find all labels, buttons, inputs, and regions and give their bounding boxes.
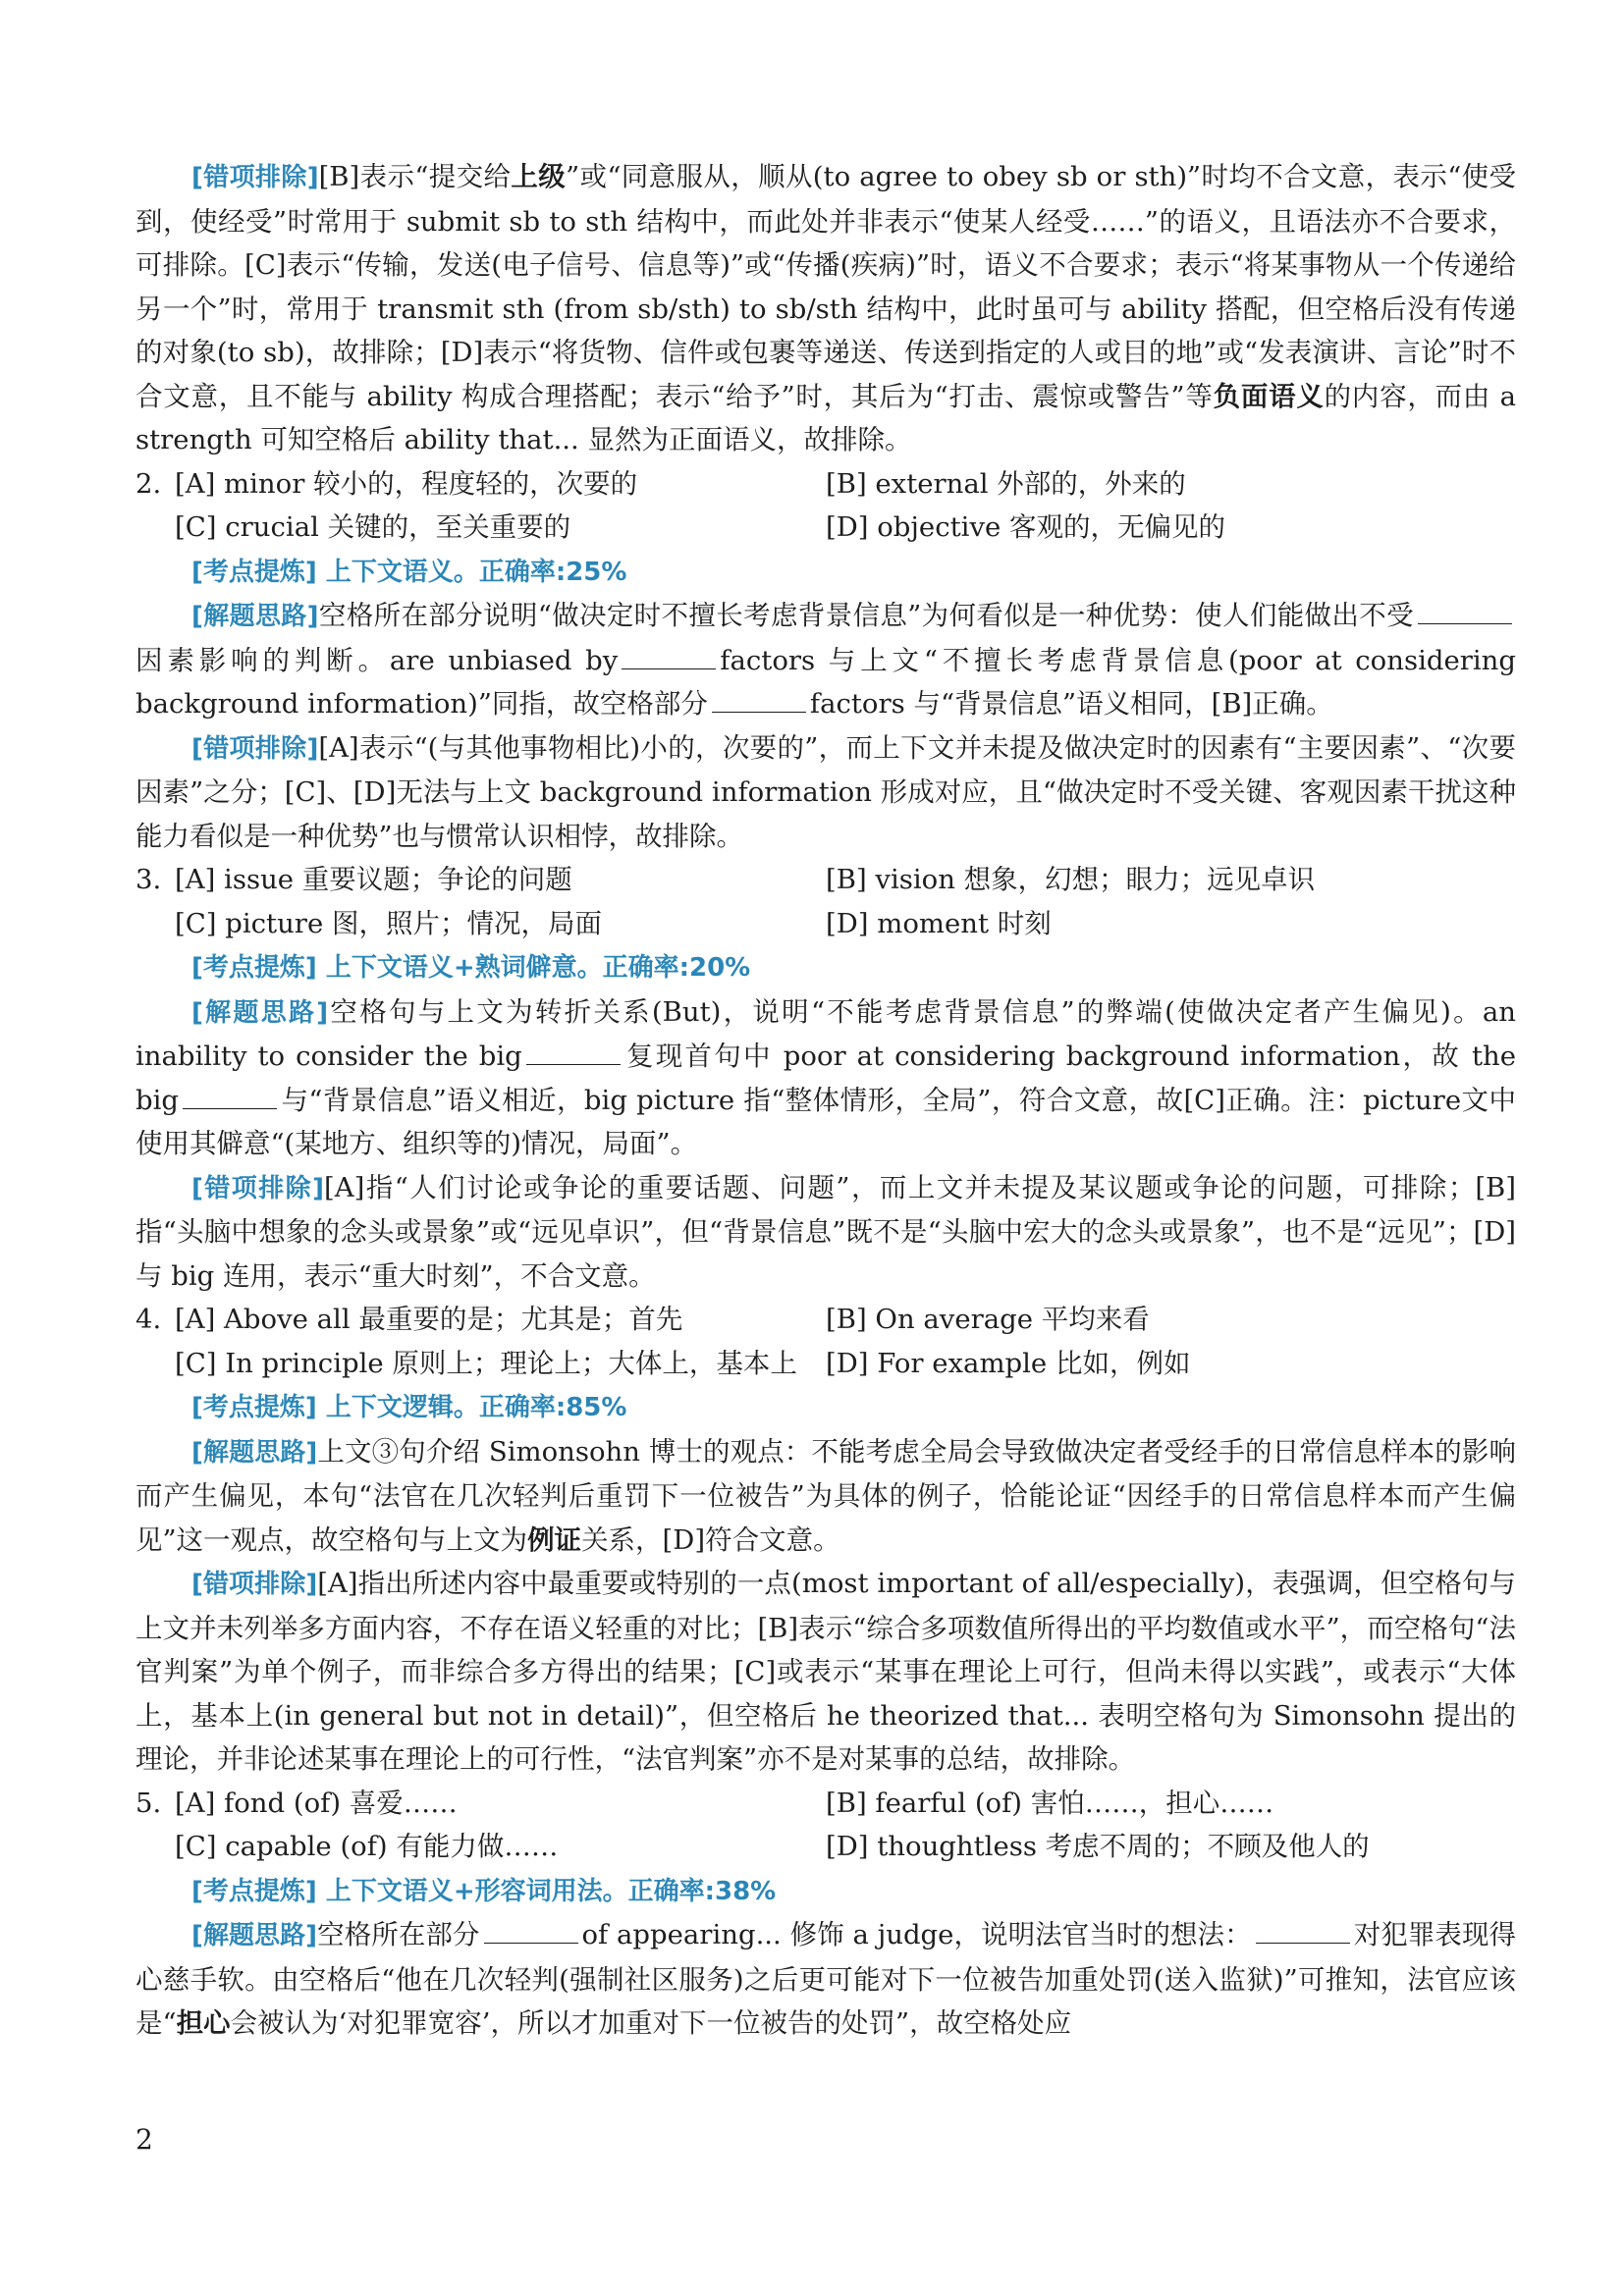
option-item (135, 858, 826, 902)
option-text: [B] On average 平均来看 (826, 1304, 1150, 1335)
option-item (826, 1825, 1516, 1869)
question-number: 2. (135, 467, 162, 500)
option-text: [A] Above all 最重要的是；尤其是；首先 (175, 1304, 683, 1335)
option-item (135, 506, 826, 550)
fill-in-blank (622, 645, 716, 669)
body-text: 对犯罪表现得心慈手软。由空格后“他在几次轻判(强制社区服务)之后更可能对下一位被告加重处罚(送入监狱)”可推知，法官应该是“ (135, 1919, 1516, 2039)
fill-in-blank (484, 1919, 578, 1944)
key-point-line (135, 550, 1516, 595)
option-text: [A] fond (of) 喜爱…… (175, 1787, 458, 1819)
question-number: 3. (135, 864, 162, 895)
question-options (135, 462, 1516, 550)
body-text: factors 与“背景信息”语义相同，[B]正确。 (809, 688, 1333, 720)
body-text: 空格所在部分 (317, 1919, 480, 1950)
option-item (135, 1298, 826, 1342)
body-text: factors 与上文“不擅长考虑背景信息(poor at considering background information)”同指，故空格部分 (135, 644, 1516, 720)
emphasis-text: 担心 (176, 2007, 231, 2039)
option-item (826, 858, 1516, 902)
body-text: [A]表示“(与其他事物相比)小的，次要的”，而上下文并未提及做决定时的因素有“主要因素”、“次要因素”之分；[C]、[D]无法与上文 background information 形成对应，且“做决定时不受关键、客观因素干扰这种能力看似是一种优势”也与惯常认识相悖，故排除。 (135, 731, 1516, 852)
body-text: 复现首句中 poor at considering background information，故 the big (135, 1041, 1516, 1116)
question-number: 4. (135, 1304, 162, 1335)
body-text: 上文③句介绍 Simonsohn 博士的观点：不能考虑全局会导致做决定者受经手的日常信息样本的影响而产生偏见，本句“法官在几次轻判后重罚下一位被告”为具体的例子，恰能论证“因经手的日常信息样本而产生偏见”这一观点，故空格句与上文为 (135, 1435, 1516, 1556)
page-number: 2 (135, 2123, 153, 2156)
option-item (135, 1782, 826, 1826)
explanation-paragraph (135, 155, 1516, 462)
fill-in-blank (526, 1041, 621, 1065)
section-tag: [解题思路] (191, 997, 329, 1028)
emphasis-text: 负面语义 (1213, 380, 1325, 412)
option-text: [D] thoughtless 考虑不周的；不顾及他人的 (826, 1831, 1370, 1862)
option-text: [B] external 外部的，外来的 (826, 467, 1186, 500)
option-item (826, 1782, 1516, 1826)
explanation-paragraph (135, 594, 1516, 726)
option-text: [D] For example 比如，例如 (826, 1347, 1191, 1379)
option-text: [C] capable (of) 有能力做…… (175, 1831, 559, 1862)
key-point-line (135, 1385, 1516, 1430)
key-point-text: [考点提炼] 上下文语义+形容词用法。正确率:38% (191, 1876, 777, 1906)
body-text: [A]指“人们讨论或争论的重要话题、问题”，而上文并未提及某议题或争论的问题，可排除；[B]指“头脑中想象的念头或景象”或“远见卓识”，但“背景信息”既不是“头脑中宏大的念头或景象”，也不是“远见”；[D]与 big 连用，表示“重大时刻”，不合文意。 (135, 1171, 1516, 1292)
option-item (826, 1342, 1516, 1386)
option-text: [C] In principle 原则上；理论上；大体上，基本上 (175, 1347, 797, 1379)
option-text: [C] crucial 关键的，至关重要的 (175, 511, 571, 543)
option-item (826, 506, 1516, 550)
body-text: 空格所在部分说明“做决定时不擅长考虑背景信息”为何看似是一种优势：使人们能做出不受 (318, 600, 1414, 631)
key-point-text: [考点提炼] 上下文语义。正确率:25% (191, 557, 627, 587)
body-text: of appearing... 修饰 a judge，说明法官当时的想法： (581, 1919, 1252, 1950)
option-item (826, 462, 1516, 507)
body-text: [B]表示“提交给 (318, 161, 512, 192)
section-tag: [解题思路] (191, 1921, 318, 1950)
option-item (135, 462, 826, 507)
body-text: 关系，[D]符合文意。 (581, 1523, 840, 1556)
option-item (826, 1298, 1516, 1342)
option-text: [D] moment 时刻 (826, 907, 1052, 939)
fill-in-blank (1418, 600, 1512, 624)
section-tag: [错项排除] (191, 1570, 318, 1599)
body-text: 空格句与上文为转折关系(But)，说明“不能考虑背景信息”的弊端(使做决定者产生偏见)。an inability to consider the big (135, 995, 1516, 1072)
section-tag: [错项排除] (191, 733, 319, 764)
explanation-paragraph (135, 726, 1516, 859)
body-text: [A]指出所述内容中最重要或特别的一点(most important of all/especially)，表强调，但空格句与上文并未列举多方面内容，不存在语义轻重的对比；[B]表示“综合多项数值所得出的平均数值或水平”，而空格句“法官判案”为单个例子，而非综合多方得出的结果；[C]或表示“某事在理论上可行，但尚未得以实践”，或表示“大体上，基本上(in general but not in detail)”，但空格后 he theorized that... 表明空格句为 Simonsohn 提出的理论，并非论述某事在理论上的可行性，“法官判案”亦不是对某事的总结，故排除。 (135, 1568, 1516, 1775)
explanation-paragraph (135, 1166, 1516, 1299)
option-text: [B] fearful (of) 害怕……，担心…… (826, 1787, 1274, 1819)
explanation-paragraph (135, 1430, 1516, 1563)
emphasis-text: 上级 (511, 161, 567, 192)
option-item (135, 902, 826, 946)
fill-in-blank (183, 1085, 277, 1109)
body-text: 与“背景信息”语义相近，big picture 指“整体情形，全局”，符合文意，故[C]正确。注：picture文中使用其僻意“(某地方、组织等的)情况，局面”。 (135, 1084, 1516, 1159)
section-tag: [解题思路] (191, 602, 319, 631)
fill-in-blank (1256, 1919, 1350, 1944)
question-options (135, 858, 1516, 945)
option-item (135, 1825, 826, 1869)
answer-explanation-body (135, 155, 1516, 2046)
body-text: ”或“同意服从，顺从(to agree to obey sb or sth)”时均不合文意，表示“使受到，使经受”时常用于 submit sb to sth 结构中，而此处并非表示“使某人经受……”的语义，且语法亦不合要求，可排除。[C]表示“传输，发送(电子信号、信息等)”或“传播(疾病)”时，语义不合要求；表示“将某事物从一个传递给另一个”时，常用于 transmit sth (from sb/sth) to sb/sth 结构中，此时虽可与 ability 搭配，但空格后没有传递的对象(to sb)，故排除；[D]表示“将货物、信件或包裹等递送、传送到指定的人或目的地”或“发表演讲、言论”时不合文意，且不能与 ability 构成合理搭配；表示“给予”时，其后为“打击、震惊或警告”等 (135, 161, 1517, 412)
option-item (135, 1342, 826, 1386)
explanation-paragraph (135, 1913, 1516, 2046)
option-text: [C] picture 图，照片；情况，局面 (175, 907, 602, 939)
option-text: [B] vision 想象，幻想；眼力；远见卓识 (826, 864, 1316, 895)
section-tag: [错项排除] (191, 1173, 325, 1203)
question-number: 5. (135, 1787, 162, 1819)
body-text: 会被认为‘对犯罪宽容’，所以才加重对下一位被告的处罚”，故空格处应 (230, 2007, 1072, 2039)
section-tag: [错项排除] (191, 163, 319, 192)
section-tag: [解题思路] (191, 1437, 318, 1468)
key-point-line (135, 945, 1516, 990)
option-text: [D] objective 客观的，无偏见的 (826, 511, 1226, 543)
option-text: [A] minor 较小的，程度轻的，次要的 (175, 467, 638, 500)
option-text: [A] issue 重要议题；争论的问题 (175, 864, 572, 895)
key-point-text: [考点提炼] 上下文语义+熟词僻意。正确率:20% (191, 953, 751, 983)
question-options (135, 1782, 1516, 1869)
body-text: 因素影响的判断。are unbiased by (135, 644, 619, 676)
explanation-paragraph (135, 1562, 1516, 1782)
key-point-text: [考点提炼] 上下文逻辑。正确率:85% (191, 1393, 627, 1422)
question-options (135, 1298, 1516, 1385)
explanation-paragraph (135, 990, 1516, 1166)
key-point-line (135, 1869, 1516, 1914)
body-text: 的内容，而由 a strength 可知空格后 ability that... 显然为正面语义，故排除。 (135, 380, 1517, 455)
fill-in-blank (712, 688, 806, 713)
emphasis-text: 例证 (527, 1523, 582, 1556)
option-item (826, 902, 1516, 946)
